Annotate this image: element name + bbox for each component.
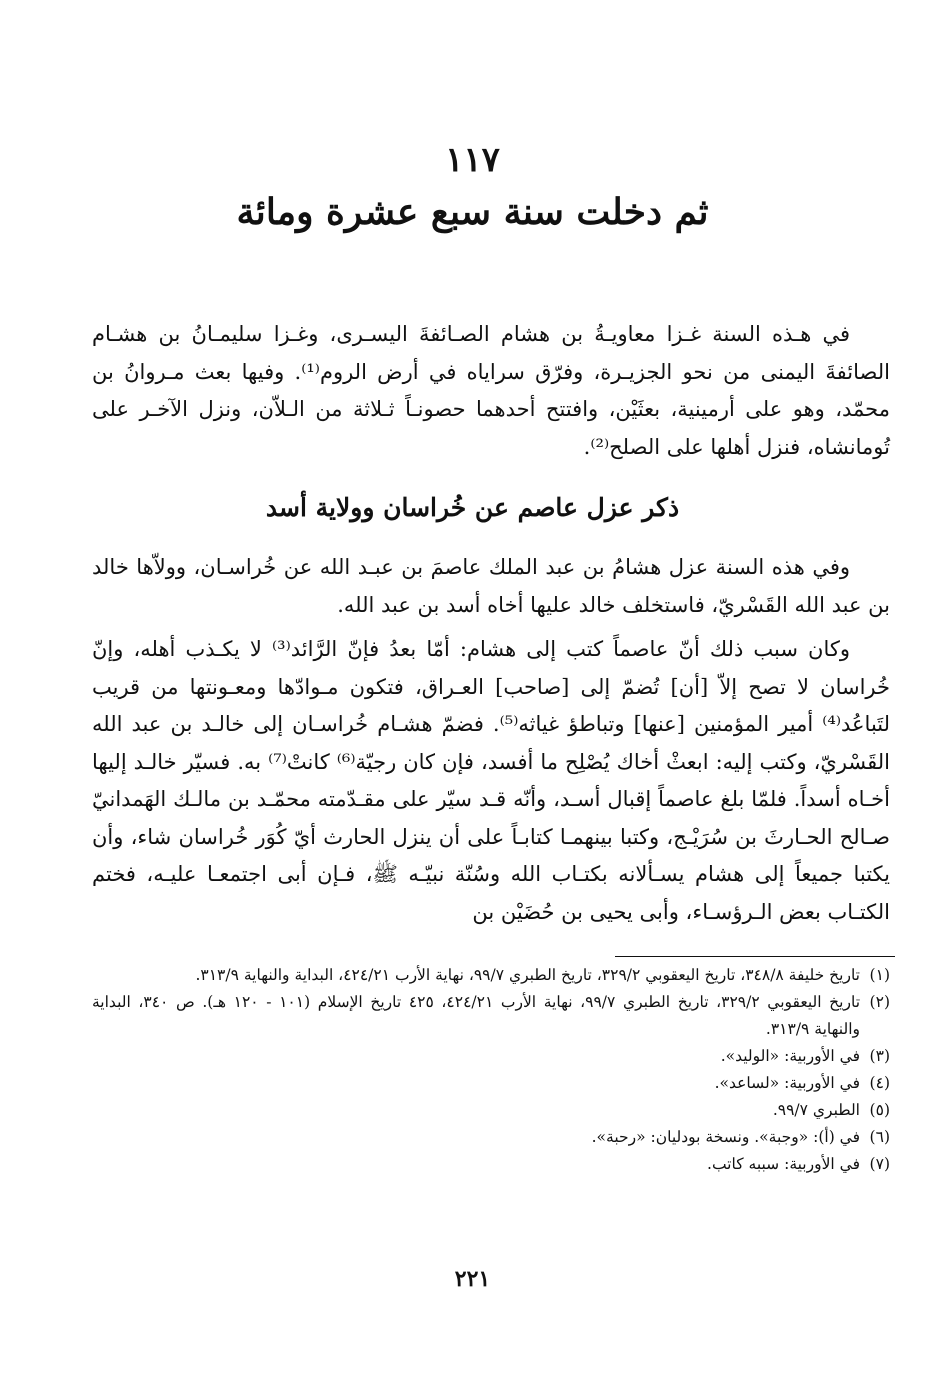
footnote-item (92, 962, 890, 989)
footnote-text: في الأوربية: «لساعد». (714, 1074, 860, 1092)
chapter-title: ثم دخلت سنة سبع عشرة ومائة (236, 191, 709, 233)
paragraph-2: وفي هذه السنة عزل هشامُ بن عبد الملك عاصمَ بن عبـد الله عن خُراسـان، وولاّها خالد بن عبد الله القَسْريّ، فاستخلف خالد عليها أخاه أسد بن عبد الله. (92, 555, 890, 617)
footnote-number: (٧) (869, 1155, 890, 1173)
footnote-text: الطبري ٩٩/٧. (772, 1101, 860, 1119)
paragraph-1: في هـذه السنة غـزا معاويـةُ بن هشام الصـائفةَ اليسـرى، وغـزا سليمـانُ بن هشـام الصائفةَ اليمنى من نحو الجزيـرة، وفرّق سراياه في أرض الروم⁽¹⁾. وفيها بعث مـروانُ بن محمّد، وهو على أرمينية، بعثَيْن، وافتتح أحدهما حصونـاً ثـلاثة من الـلاّن، ونزل الآخـر على تُومانشاه، فنزل أهلها على الصلح⁽²⁾. (92, 322, 890, 459)
footnotes (92, 962, 890, 1178)
footnote-number: (١) (869, 966, 890, 984)
footnote-item (92, 1043, 890, 1070)
footnote-number: (٣) (869, 1047, 890, 1065)
footnote-text: في الأوربية: «الوليد». (720, 1047, 860, 1065)
page-number: ٢٢١ (454, 1266, 491, 1292)
footnote-number: (٤) (869, 1074, 890, 1092)
footnote-text: في (أ): «وجبة». ونسخة بودليان: «رحبة». (591, 1128, 860, 1146)
paragraph-3: وكان سبب ذلك أنّ عاصماً كتب إلى هشام: أمّا بعدُ فإنّ الرَّائد⁽³⁾ لا يكـذب أهله، وإنّ خُراسان لا تصح إلاّ [أن] تُضمّ إلى [صاحب] العـراق، فتكون مـوادّها ومعـونتها من قريب لتَباعُد⁽⁴⁾ أمير المؤمنين [عنها] وتباطؤ غياثه⁽⁵⁾. فضمّ هشـام خُراسـان إلى خالـد بن عبد الله القَسْريّ، وكتب إليه: ابعثْ أخاك يُصْلِح ما أفسد، فإن كان رجيّة⁽⁶⁾ كانتْ⁽⁷⁾ به. فسيّر خالـد إليها أخـاه أسداً. فلمّا بلغ عاصماً إقبال أسـد، وأنّه قـد سيّر على مقـدّمته محمّـد بن مالـك الهَمدانيّ صـالح الحـارثَ بن سُرَيْـج، وكتبا بينهمـا كتابـاً على أن ينزل الحارث أيّ كُوَر خُراسان شاء، وأن يكتبا جميعاً إلى هشام يسـألانه بكتـاب الله وسُنّة نبيّـه ﷺ، فـإن أبى اجتمعـا عليـه، فختم الكتـاب بعض الـرؤسـاء، وأبى يحيى بن حُضَيْن بن (92, 637, 891, 924)
footnote-number: (٢) (869, 993, 890, 1011)
footnote-text: تاريخ اليعقوبي ٣٢٩/٢، تاريخ الطبري ٩٩/٧، نهاية الأرب ٤٢٤/٢١، ٤٢٥ تاريخ الإسلام (١٠١ - ١٢٠ هـ). ص ٣٤٠، البداية والنهاية ٣١٣/٩. (92, 993, 861, 1038)
section-heading: ذكر عزل عاصم عن خُراسان وولاية أسد (265, 493, 680, 522)
footnote-item (92, 1124, 890, 1151)
footnote-item (92, 989, 890, 1043)
footnote-text: تاريخ خليفة ٣٤٨/٨، تاريخ اليعقوبي ٣٢٩/٢، تاريخ الطبري ٩٩/٧، نهاية الأرب ٤٢٤/٢١، البداية والنهاية ٣١٣/٩. (195, 966, 860, 984)
year-number: ١١٧ (445, 140, 500, 180)
footnote-item (92, 1070, 890, 1097)
footnote-item (92, 1151, 890, 1178)
footnote-text: في الأوربية: سببه كاتب. (707, 1155, 860, 1173)
footnote-number: (٥) (869, 1101, 890, 1119)
footnote-item (92, 1097, 890, 1124)
footnote-number: (٦) (869, 1128, 890, 1146)
footnote-divider (615, 956, 895, 957)
